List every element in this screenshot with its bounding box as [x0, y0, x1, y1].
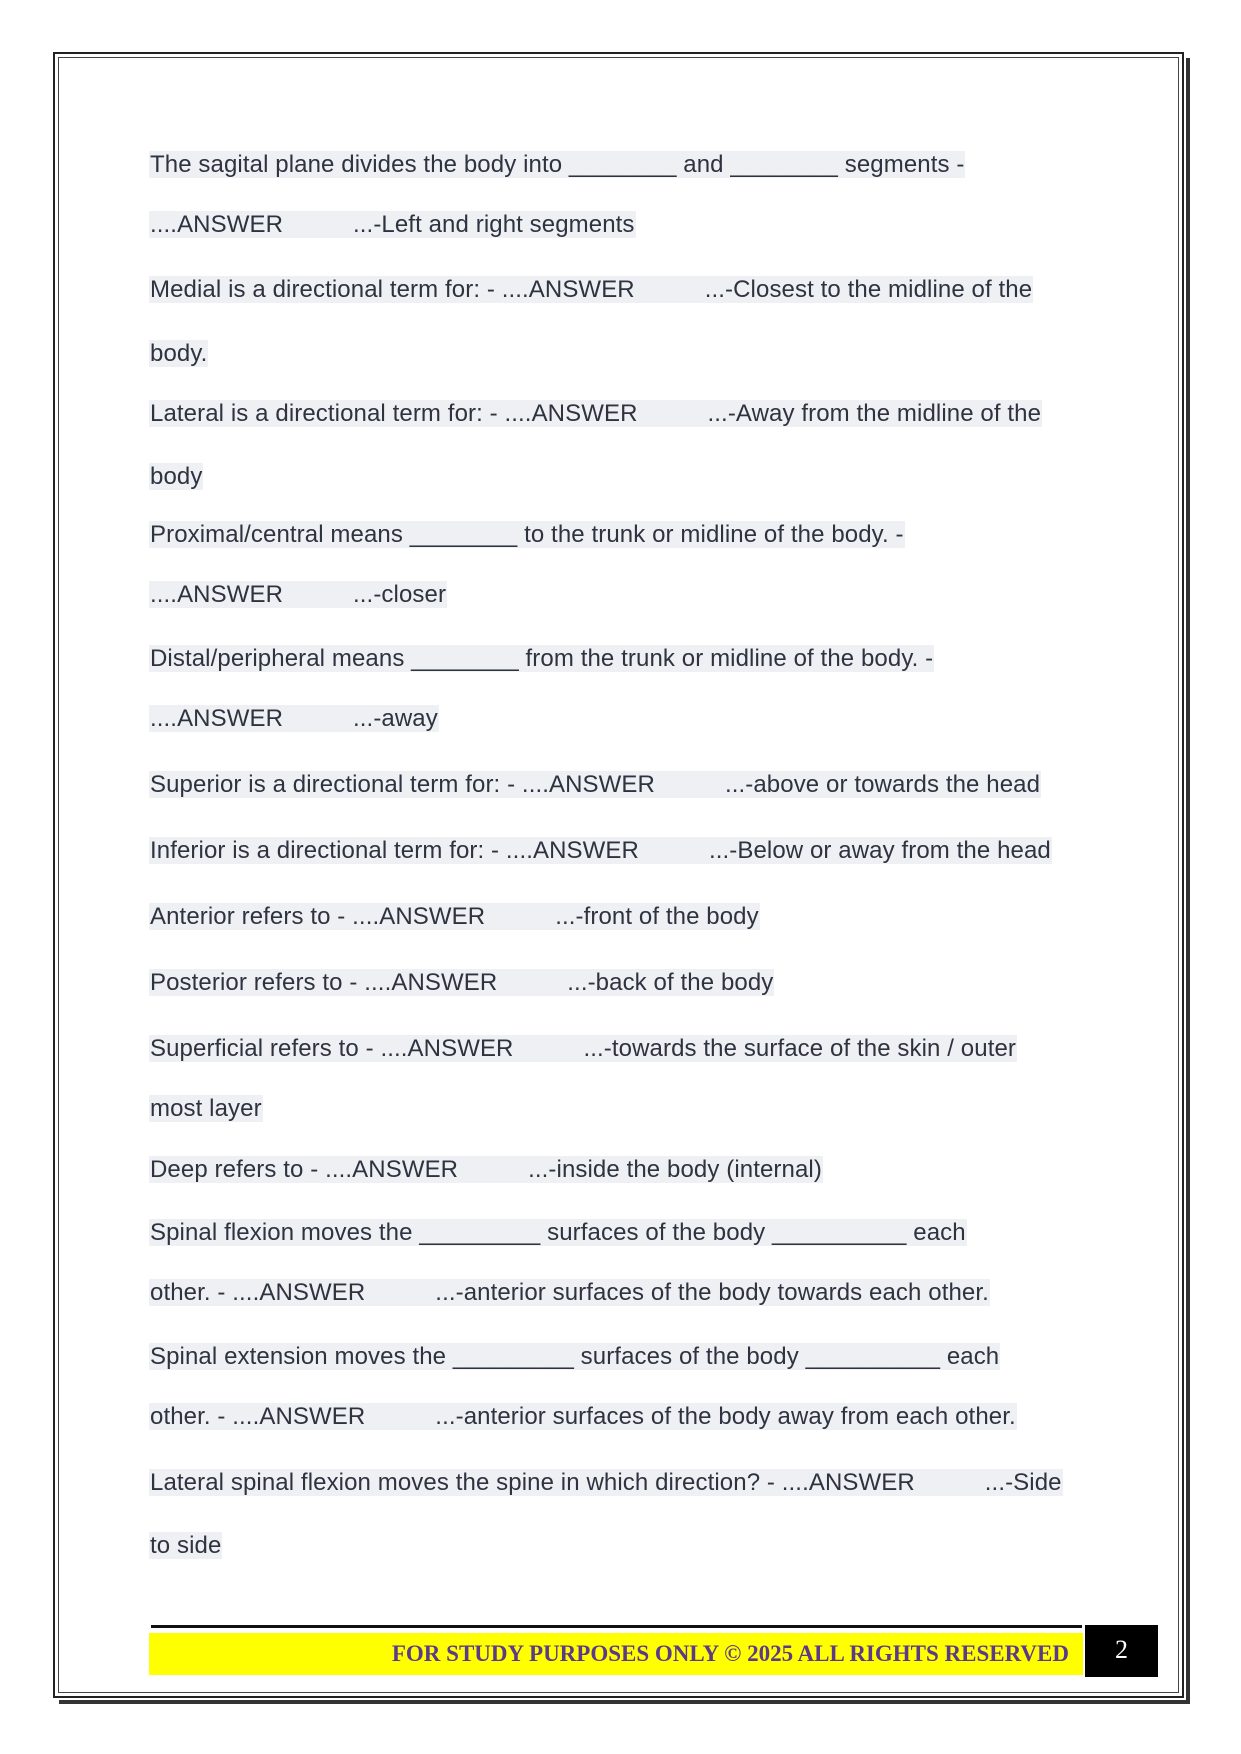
- question-11: Deep refers to - ....ANSWER ...-inside the body (internal): [150, 1156, 822, 1183]
- question-5: Distal/peripheral means ________ from the trunk or midline of the body. -: [150, 645, 934, 672]
- question-12: Spinal flexion moves the _________ surfaces of the body __________ each: [150, 1219, 966, 1246]
- page-number-box: [1085, 1625, 1158, 1677]
- question-6: Superior is a directional term for: - ....ANSWER ...-above or towards the head: [150, 771, 1041, 798]
- question-4: Proximal/central means ________ to the trunk or midline of the body. -: [150, 521, 904, 548]
- footer-rule: [151, 1625, 1082, 1628]
- question-3-continued: body: [150, 463, 203, 490]
- question-2: Medial is a directional term for: - ....ANSWER ...-Closest to the midline of the: [150, 276, 1033, 303]
- question-8: Anterior refers to - ....ANSWER ...-front of the body: [150, 903, 759, 930]
- question-14-continued: to side: [150, 1532, 222, 1559]
- question-1: The sagital plane divides the body into ________ and ________ segments -: [150, 151, 965, 178]
- question-14: Lateral spinal flexion moves the spine in which direction? - ....ANSWER ...-Side: [150, 1469, 1062, 1496]
- footer-text: FOR STUDY PURPOSES ONLY © 2025 ALL RIGHTS RESERVED: [391, 1641, 1069, 1666]
- question-2-continued: body.: [150, 340, 208, 367]
- footer-band: [149, 1633, 1083, 1675]
- page-number: 2: [1115, 1635, 1128, 1664]
- question-13: Spinal extension moves the _________ surfaces of the body __________ each: [150, 1343, 1000, 1370]
- answer-13: other. - ....ANSWER ...-anterior surfaces of the body away from each other.: [150, 1403, 1016, 1430]
- answer-1: ....ANSWER ...-Left and right segments: [150, 211, 635, 238]
- question-7: Inferior is a directional term for: - ....ANSWER ...-Below or away from the head: [150, 837, 1051, 864]
- answer-12: other. - ....ANSWER ...-anterior surfaces of the body towards each other.: [150, 1279, 989, 1306]
- question-9: Posterior refers to - ....ANSWER ...-back of the body: [150, 969, 774, 996]
- answer-4: ....ANSWER ...-closer: [150, 581, 447, 608]
- question-3: Lateral is a directional term for: - ....ANSWER ...-Away from the midline of the: [150, 400, 1042, 427]
- question-10: Superficial refers to - ....ANSWER ...-towards the surface of the skin / outer: [150, 1035, 1017, 1062]
- question-10-continued: most layer: [150, 1095, 262, 1122]
- answer-5: ....ANSWER ...-away: [150, 705, 438, 732]
